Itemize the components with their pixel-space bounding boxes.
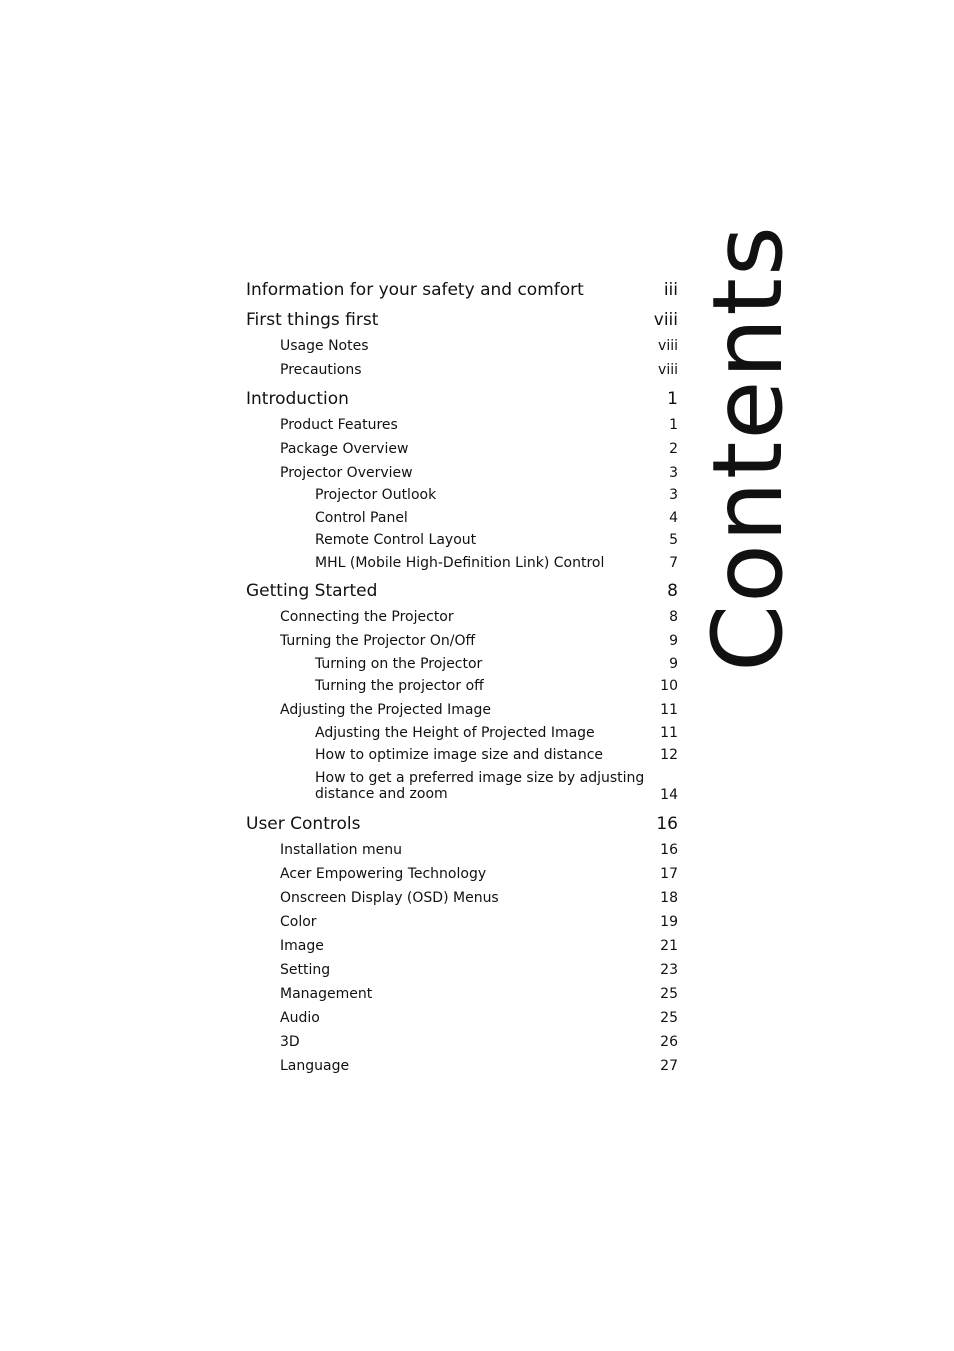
toc-entry-title: Product Features xyxy=(280,417,398,433)
toc-entry-title: Adjusting the Projected Image xyxy=(280,702,491,718)
toc-entry-title: Precautions xyxy=(280,362,362,378)
toc-entry-title: Adjusting the Height of Projected Image xyxy=(315,725,595,741)
toc-entry-title: Projector Overview xyxy=(280,465,413,481)
toc-entry-title: MHL (Mobile High-Definition Link) Control xyxy=(315,555,605,571)
toc-entry-page-number: 12 xyxy=(660,747,678,763)
toc-entry-page-number: 26 xyxy=(660,1034,678,1050)
toc-entry-page-number: 4 xyxy=(669,510,678,526)
contents-title: Contents xyxy=(692,224,804,672)
toc-entry-title: Information for your safety and comfort xyxy=(246,280,584,300)
toc-entry-page-number: 11 xyxy=(660,725,678,741)
toc-entry-page-number: 16 xyxy=(660,842,678,858)
toc-entry-page-number: 25 xyxy=(660,986,678,1002)
toc-entry-title: Connecting the Projector xyxy=(280,609,454,625)
toc-entry-page-number: 27 xyxy=(660,1058,678,1074)
toc-entry-page-number: 8 xyxy=(667,581,678,601)
toc-entry-title: Usage Notes xyxy=(280,338,369,354)
toc-entry-title-line: How to get a preferred image size by adjusting xyxy=(315,770,645,786)
toc-entry-page-number: 7 xyxy=(669,555,678,571)
toc-entry-page-number: 8 xyxy=(669,609,678,625)
toc-entry-title: Image xyxy=(280,938,324,954)
toc-entry-page-number: 1 xyxy=(667,389,678,409)
toc-entry-page-number: iii xyxy=(663,280,678,300)
toc-entry-title: Acer Empowering Technology xyxy=(280,866,487,882)
toc-entry-page-number: 5 xyxy=(669,532,678,548)
toc-entry-page-number: 16 xyxy=(656,814,678,834)
toc-entry-title xyxy=(315,770,644,802)
toc-entry-title: Turning on the Projector xyxy=(315,656,483,672)
toc-entry-title: Projector Outlook xyxy=(315,487,437,503)
toc-entry-title: Audio xyxy=(280,1010,320,1026)
toc-entry-page-number: 11 xyxy=(660,702,678,718)
toc-entry-title: Getting Started xyxy=(246,581,378,601)
toc-entry-title: User Controls xyxy=(246,814,361,834)
toc-entry-page-number: viii xyxy=(658,338,678,354)
toc-entry-page-number: 9 xyxy=(669,633,678,649)
toc-entry-page-number: 2 xyxy=(669,441,678,457)
toc-entry-title: Management xyxy=(280,986,373,1002)
toc-entry-page-number: 21 xyxy=(660,938,678,954)
toc-entry-title: Remote Control Layout xyxy=(315,532,477,548)
toc-entry-page-number: 23 xyxy=(660,962,678,978)
toc-entry-page-number: 25 xyxy=(660,1010,678,1026)
toc-entry-page-number: viii xyxy=(653,310,678,330)
toc-entry-title: Turning the Projector On/Off xyxy=(280,633,476,649)
toc-entry-title: Color xyxy=(280,914,317,930)
toc-entry-title: Package Overview xyxy=(280,441,409,457)
toc-entry-title: How to optimize image size and distance xyxy=(315,747,604,763)
toc-entry-title: Installation menu xyxy=(280,842,402,858)
toc-entry-page-number: 10 xyxy=(660,678,678,694)
toc-entry-title: First things first xyxy=(246,310,379,330)
toc-entry-title: Setting xyxy=(280,962,331,978)
toc-entry-page-number: viii xyxy=(658,362,678,378)
toc-entry-page-number: 1 xyxy=(669,417,678,433)
toc-entry-title: Control Panel xyxy=(315,510,408,526)
toc-entry-page-number: 17 xyxy=(660,866,678,882)
toc-entry-title-line: distance and zoom xyxy=(315,786,448,802)
toc-entry-title: Language xyxy=(280,1058,350,1074)
toc-entry-title: 3D xyxy=(280,1034,300,1050)
toc-entry-title: Turning the projector off xyxy=(315,678,484,694)
toc-entry-title: Onscreen Display (OSD) Menus xyxy=(280,890,499,906)
toc-entry-page-number: 3 xyxy=(669,487,678,503)
toc-entry-page-number: 9 xyxy=(669,656,678,672)
toc-entry-title: Introduction xyxy=(246,389,349,409)
toc-entry-page-number: 18 xyxy=(660,890,678,906)
toc-entry-page-number: 14 xyxy=(660,787,678,803)
toc-entry-page-number: 19 xyxy=(660,914,678,930)
toc-entry-page-number: 3 xyxy=(669,465,678,481)
